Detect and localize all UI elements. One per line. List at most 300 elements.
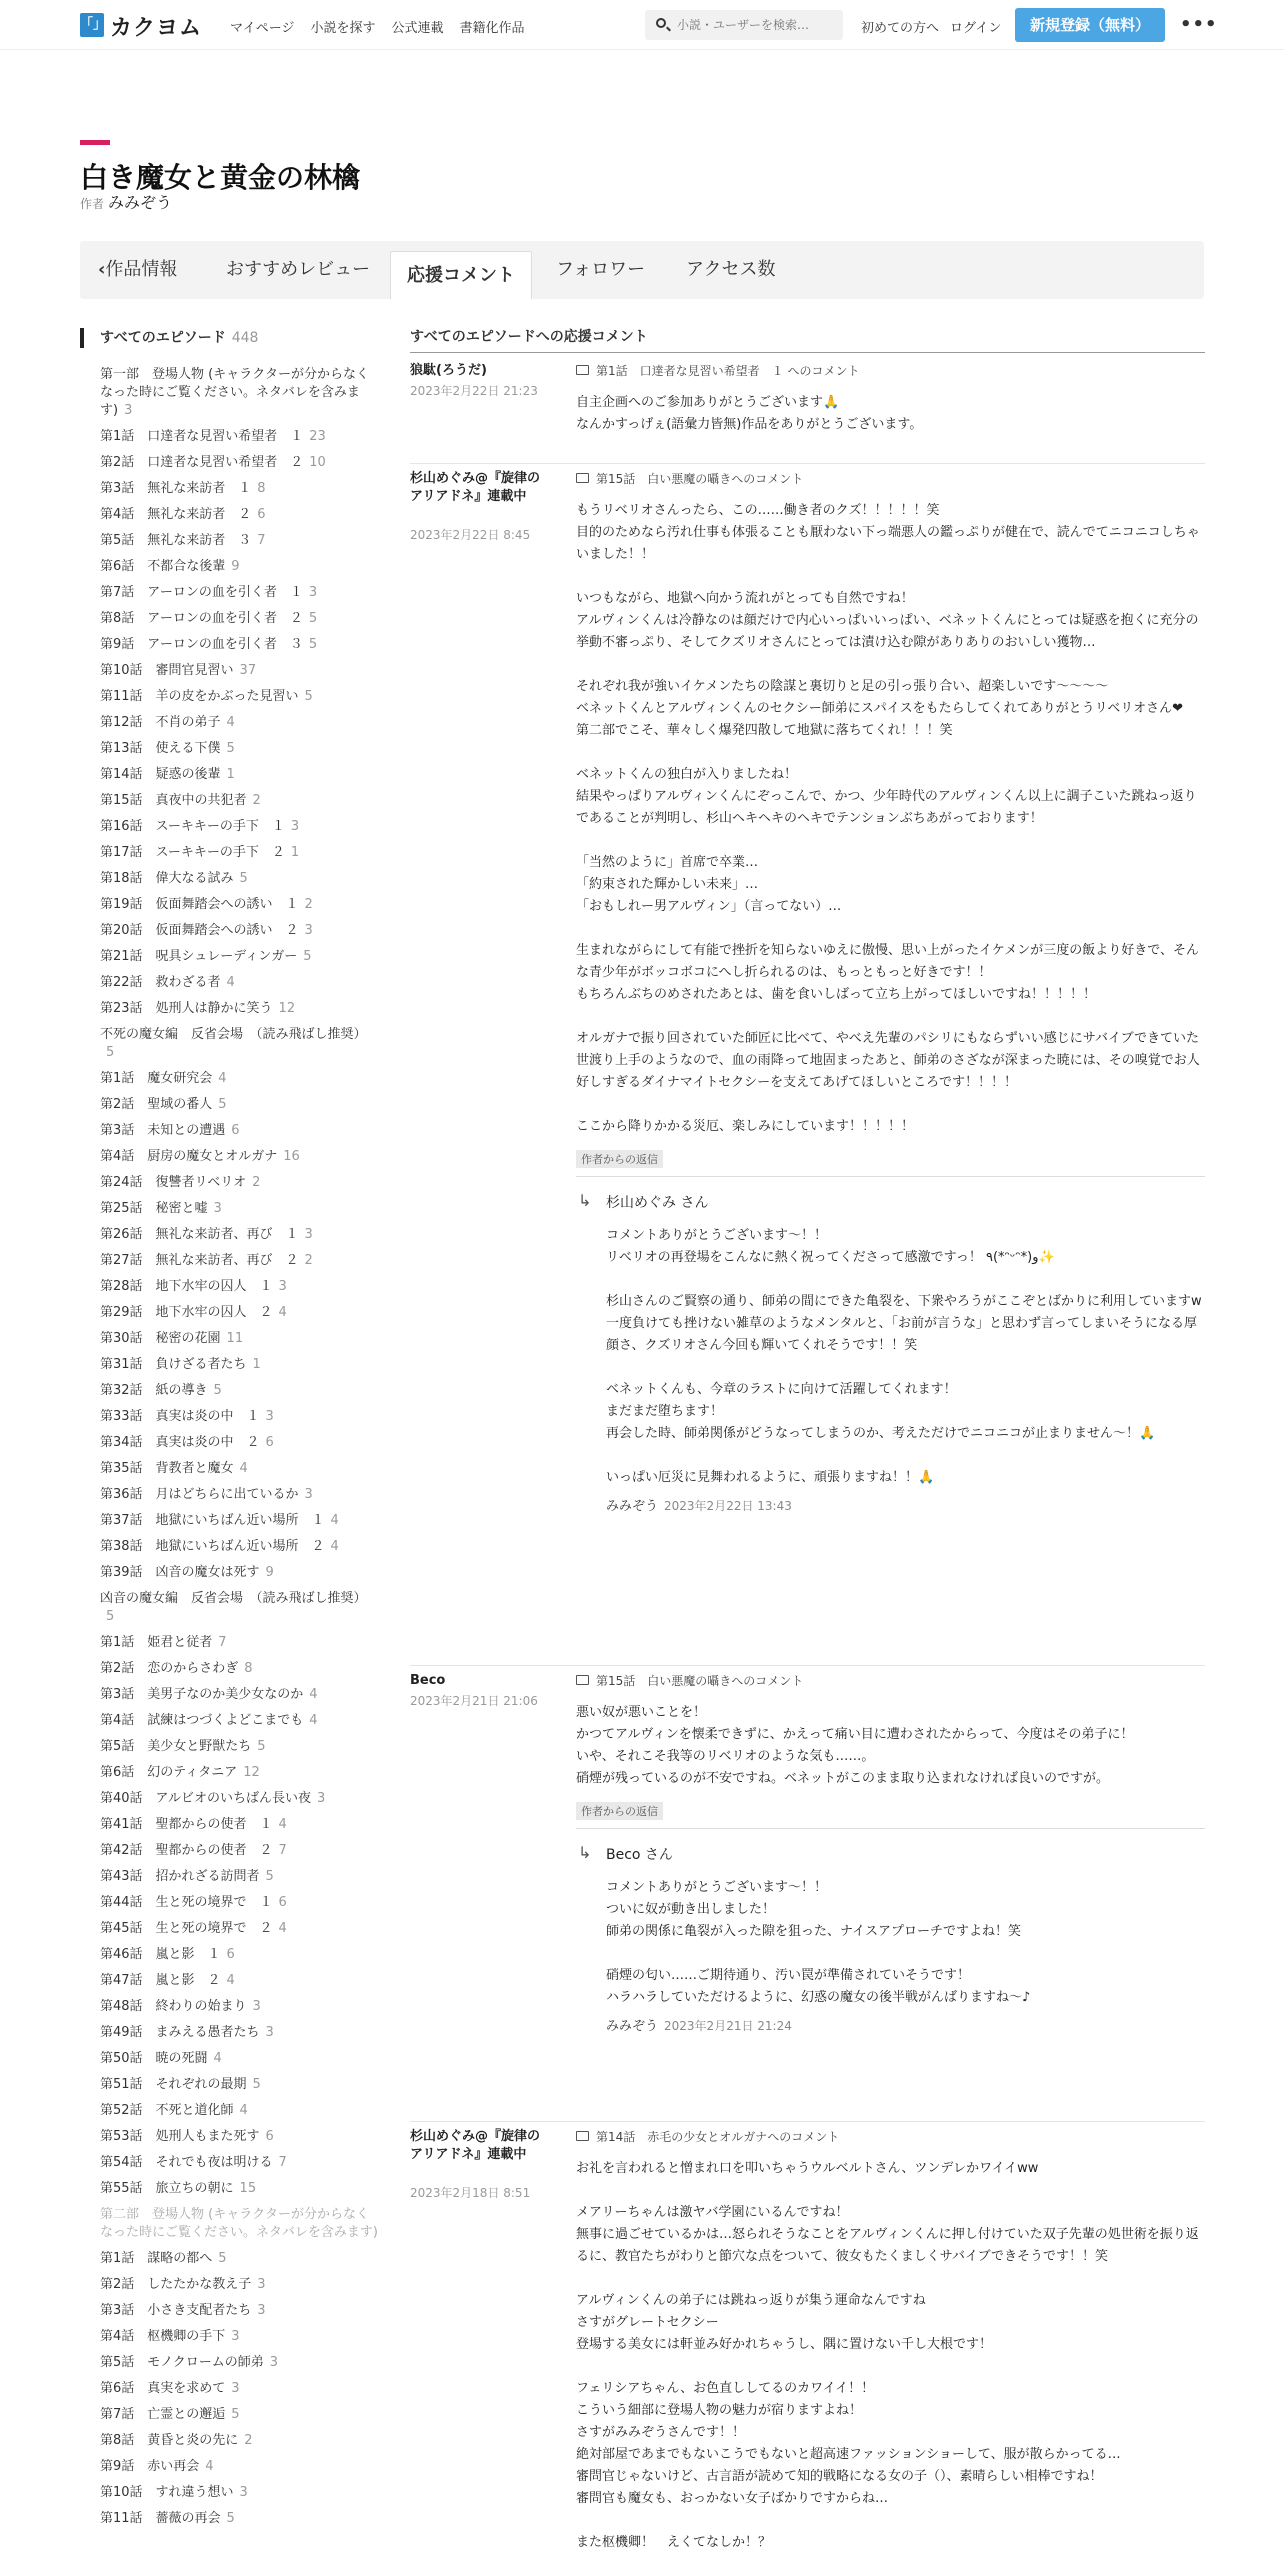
episode-item[interactable] bbox=[100, 1330, 380, 1348]
comment-item bbox=[410, 1672, 1205, 2122]
episode-item[interactable] bbox=[100, 2328, 380, 2346]
episode-comment-count: 4 bbox=[226, 715, 235, 730]
comment-icon bbox=[576, 1675, 589, 1685]
episode-title: 第4話 試練はつづくよどこまでも bbox=[100, 1713, 304, 1728]
episode-item[interactable] bbox=[100, 2484, 380, 2502]
episode-title: 第54話 それでも夜は明ける bbox=[100, 2155, 273, 2170]
episode-title: 第5話 美少女と野獣たち bbox=[100, 1739, 252, 1754]
episode-title: 第3話 未知との遭遇 bbox=[100, 1123, 226, 1138]
episode-item[interactable] bbox=[100, 1460, 380, 1478]
episode-title: 第5話 モノクロームの師弟 bbox=[100, 2355, 264, 2370]
episode-comment-count: 3 bbox=[124, 403, 133, 418]
episode-comment-count: 4 bbox=[205, 2459, 214, 2474]
episode-title: 第4話 無礼な来訪者 ２ bbox=[100, 507, 252, 522]
commenter-name[interactable]: Beco bbox=[410, 1673, 446, 1688]
episode-item[interactable] bbox=[100, 1946, 380, 1964]
episode-item[interactable] bbox=[100, 1764, 380, 1782]
episode-title: 第3話 美男子なのか美少女なのか bbox=[100, 1687, 304, 1702]
episode-item[interactable] bbox=[100, 1408, 380, 1426]
episode-comment-count: 3 bbox=[304, 1487, 313, 1502]
reply-text: コメントありがとうございます～！！ リベリオの再登場をこんなに熱く祝ってくださって感激ですっ！ ٩(*ᵔᵕᵔ*)و✨ 杉山さんのご賢察の通り、師弟の間にできた亀裂を、下衆やろうがここぞとばかりに利用していますw 一度負けても挫けない雑草のようなメンタルと、「お前が言うな」と思わず言ってしまいそうになる厚顔さ、クズリオさん今回も輝いてくれそうです！！笑 ベネットくんも、今章のラストに向けて活躍してくれます！ まだまだ堕ちます！ 再会した時、師弟関係がどうなってしまうのか、考えただけでニコニコが止まりません～！🙏 いっぱい厄災に見舞われるように、頑張りますね！！🙏 bbox=[606, 1228, 1202, 1485]
site-logo[interactable]: カクヨム bbox=[110, 16, 203, 41]
comment-text: もうリベリオさんったら、この……働き者のクズ！！！！！笑 目的のためなら汚れ仕事も体張ることも厭わない下っ端悪人の鑑っぷりが健在で、読んでてニコニコしちゃいました！！ いつもながら、地獄へ向かう流れがとっても自然ですね！ アルヴィンくんは冷静なのは顔だけで内心いっぱいいっぱい、ベネットくんにとっては疑惑を抱くに充分の挙動不審っぷり、そしてクズリオさんにとっては漬け込む隙がありありのおいしい獲物… それぞれ我が強いイケメンたちの陰謀と裏切りと足の引っ張り合い、超楽しいです～～～～ ベネットくんとアルヴィンくんのセクシー師弟にスパイスをもたらしてくれてありがとうリベリオさん❤ 第二部でこそ、華々しく爆発四散して地獄に落ちてくれ！！！笑 ベネットくんの独白が入りましたね！ 結果やっぱりアルヴィンくんにぞっこんで、かつ、少年時代のアルヴィンくん以上に調子こいた跳ねっ返りであることが判明し、杉山ヘキヘキのヘキでテンションぶちあがっております！ 「当然のように」首席で卒業… 「約束された輝かしい未来」… 「おもしれー男アルヴィン」（言ってない）… 生まれながらにして有能で挫折を知らないゆえに傲慢、思い上がったイケメンが三度の飯より好きで、そんな青少年がボッコボコにへし折られるのは、もっともっと好きです！！ もちろんぶちのめされたあとは、歯を食いしばって立ち上がってほしいですね！！！！！ オルガナで振り回されていた師匠に比べて、やべえ先輩のパシリにもならずいい感じにサバイブできていた世渡り上手のようなので、血の雨降って地固まったあと、師弟のさざなが深まった暁には、その嗅覚でお人好しすぎるダイナマイトセクシーを支えてあげてほしいところです！！！！ ここから降りかかる災厄、楽しみにしています！！！！！ bbox=[576, 503, 1200, 1134]
episode-comment-count: 3 bbox=[231, 2329, 240, 2344]
episode-comment-count: 3 bbox=[304, 923, 313, 938]
episode-item[interactable] bbox=[100, 2050, 380, 2068]
episode-comment-count: 9 bbox=[265, 1565, 274, 1580]
episode-item[interactable] bbox=[100, 1200, 380, 1218]
episode-comment-count: 4 bbox=[226, 1973, 235, 1988]
episode-item[interactable] bbox=[100, 792, 380, 810]
episode-title: 第9話 赤い再会 bbox=[100, 2459, 200, 2474]
nav-mypage[interactable]: マイページ bbox=[230, 21, 295, 36]
comment-text: 自主企画へのご参加ありがとうございます🙏 なんかすっげぇ(語彙力皆無)作品をありがとうございます。 bbox=[576, 395, 923, 432]
episode-comment-count: 6 bbox=[265, 2129, 274, 2144]
episode-title: 第49話 まみえる愚者たち bbox=[100, 2025, 260, 2040]
episode-title: 第43話 招かれざる訪問者 bbox=[100, 1869, 260, 1884]
episode-title: 第3話 無礼な来訪者 １ bbox=[100, 481, 252, 496]
episode-item[interactable] bbox=[100, 1564, 380, 1582]
episode-comment-count: 6 bbox=[257, 507, 266, 522]
comment-body bbox=[576, 362, 1205, 436]
first-time-link[interactable]: 初めての方へ bbox=[861, 21, 940, 36]
nav-official-serials[interactable]: 公式連載 bbox=[391, 21, 444, 36]
episode-item[interactable] bbox=[100, 506, 380, 524]
episode-item[interactable] bbox=[100, 1174, 380, 1192]
episode-comment-count: 3 bbox=[231, 2381, 240, 2396]
episode-comment-count: 3 bbox=[308, 585, 318, 600]
episode-comment-count: 5 bbox=[257, 1739, 266, 1754]
tab-access[interactable]: アクセス数 bbox=[686, 259, 776, 280]
episode-item[interactable] bbox=[100, 532, 380, 550]
episode-title: 第38話 地獄にいちばん近い場所 ２ bbox=[100, 1539, 325, 1554]
episode-title: 第16話 スーキキーの手下 １ bbox=[100, 819, 285, 834]
episode-item[interactable] bbox=[100, 2458, 380, 2476]
search-box bbox=[645, 10, 843, 40]
episode-title: 第45話 生と死の境界で ２ bbox=[100, 1921, 273, 1936]
episode-item[interactable] bbox=[100, 428, 380, 446]
episode-comment-count: 4 bbox=[226, 975, 235, 990]
reply-recipient bbox=[576, 1845, 1205, 1865]
episode-title: 第34話 真実は炎の中 ２ bbox=[100, 1435, 260, 1450]
commenter-name[interactable]: 杉山めぐみ@『旋律のアリアドネ』連載中 bbox=[410, 471, 541, 504]
comment-body bbox=[576, 2128, 1205, 2554]
episode-item[interactable] bbox=[100, 1000, 380, 1018]
episode-comment-count: 5 bbox=[218, 2251, 227, 2266]
logo-mark[interactable]: 「」 bbox=[80, 13, 104, 37]
episode-item[interactable] bbox=[100, 1738, 380, 1756]
episode-item[interactable] bbox=[100, 1686, 380, 1704]
episode-comment-count: 3 bbox=[290, 819, 300, 834]
episode-title: 第7話 アーロンの血を引く者 １ bbox=[100, 585, 303, 600]
episode-title: 第1話 謀略の都へ bbox=[100, 2251, 213, 2266]
episode-comment-count: 9 bbox=[231, 559, 240, 574]
tab-work-info[interactable] bbox=[98, 241, 177, 299]
episode-title: 第8話 アーロンの血を引く者 ２ bbox=[100, 611, 303, 626]
episode-item[interactable] bbox=[100, 2102, 380, 2120]
episode-title: 第12話 不肖の弟子 bbox=[100, 715, 221, 730]
episode-item[interactable] bbox=[100, 662, 380, 680]
episode-comment-count: 12 bbox=[278, 1001, 296, 1016]
episode-title: 第28話 地下水牢の囚人 １ bbox=[100, 1279, 273, 1294]
all-episodes-link[interactable] bbox=[80, 328, 258, 348]
episode-comment-count: 4 bbox=[309, 1687, 318, 1702]
episode-comment-count: 37 bbox=[239, 663, 257, 678]
global-nav bbox=[230, 17, 525, 36]
episode-item[interactable] bbox=[100, 2354, 380, 2372]
reply-divider bbox=[576, 1828, 1205, 1829]
episode-title: 第9話 アーロンの血を引く者 ３ bbox=[100, 637, 303, 652]
episode-title: 第52話 不死と道化師 bbox=[100, 2103, 234, 2118]
episode-comment-count: 4 bbox=[330, 1539, 339, 1554]
more-menu-icon[interactable]: ••• bbox=[1180, 14, 1218, 35]
comment-episode-label: 第14話 赤毛の少女とオルガナへのコメント bbox=[596, 2130, 840, 2144]
reply-recipient bbox=[576, 1193, 1205, 1213]
episode-comment-count: 3 bbox=[304, 1227, 313, 1242]
episode-item[interactable] bbox=[100, 1122, 380, 1140]
episode-comment-count: 5 bbox=[106, 1045, 115, 1060]
episode-item[interactable] bbox=[100, 1226, 380, 1244]
episode-item[interactable] bbox=[100, 2276, 380, 2294]
comment-episode-label: 第15話 白い悪魔の囁きへのコメント bbox=[596, 1674, 804, 1688]
comments-heading: すべてのエピソードへの応援コメント bbox=[410, 326, 1205, 353]
comment-icon bbox=[576, 2131, 589, 2141]
episode-comment-count: 6 bbox=[226, 1947, 235, 1962]
all-episodes-label: すべてのエピソード bbox=[100, 330, 226, 346]
episode-item[interactable] bbox=[100, 1842, 380, 1860]
episode-title: 第22話 救わざる者 bbox=[100, 975, 221, 990]
episode-comment-count: 3 bbox=[239, 2485, 248, 2500]
episode-comment-count: 5 bbox=[226, 2511, 235, 2526]
episode-item[interactable] bbox=[100, 366, 380, 420]
episode-item[interactable] bbox=[100, 1382, 380, 1400]
episode-item[interactable] bbox=[100, 1998, 380, 2016]
episode-item[interactable] bbox=[100, 714, 380, 732]
reply-to-name: Beco さん bbox=[606, 1847, 673, 1863]
episode-comment-count: 5 bbox=[303, 949, 312, 964]
episode-item[interactable] bbox=[100, 1538, 380, 1556]
episode-title: 第29話 地下水牢の囚人 ２ bbox=[100, 1305, 273, 1320]
episode-item[interactable] bbox=[100, 2180, 380, 2198]
episode-comment-count: 4 bbox=[213, 2051, 222, 2066]
episode-title: 第6話 真実を求めて bbox=[100, 2381, 226, 2396]
episode-comment-count: 7 bbox=[278, 1843, 287, 1858]
episode-item[interactable] bbox=[100, 1070, 380, 1088]
episode-item[interactable] bbox=[100, 766, 380, 784]
episode-comment-count: 3 bbox=[213, 1201, 222, 1216]
episode-title: 第4話 厨房の魔女とオルガナ bbox=[100, 1149, 278, 1164]
episode-item[interactable] bbox=[100, 2024, 380, 2042]
episode-title: 第1話 姫君と従者 bbox=[100, 1635, 213, 1650]
episode-title: 第21話 呪具シュレーディンガー bbox=[100, 949, 298, 964]
episode-comment-count: 3 bbox=[252, 1999, 261, 2014]
episode-title: 第10話 審問官見習い bbox=[100, 663, 234, 678]
episode-title: 第4話 枢機卿の手下 bbox=[100, 2329, 226, 2344]
comment-text: 悪い奴が悪いことを！ かつてアルヴィンを懐柔できずに、かえって痛い目に遭わされたからって、今度はその弟子に！ いや、それこそ我等のリベリオのような気も……。 硝煙が残っているのが不安ですね。ベネットがこのまま取り込まれなければ良いのですが。 bbox=[576, 1705, 1134, 1786]
reply-to-name: 杉山めぐみ さん bbox=[606, 1195, 709, 1211]
comment-date: 2023年2月21日 21:06 bbox=[410, 1694, 538, 1708]
episode-title: 第41話 聖都からの使者 １ bbox=[100, 1817, 273, 1832]
episode-item[interactable] bbox=[100, 1590, 380, 1626]
episode-title: 第14話 疑惑の後輩 bbox=[100, 767, 221, 782]
episode-title: 第19話 仮面舞踏会への誘い １ bbox=[100, 897, 299, 912]
site-header bbox=[0, 0, 1284, 50]
episode-item[interactable] bbox=[100, 610, 380, 628]
author-name[interactable]: みみぞう bbox=[108, 193, 173, 212]
comment-body bbox=[576, 1672, 1205, 2034]
nav-published-works[interactable]: 書籍化作品 bbox=[459, 21, 525, 36]
episode-comment-count: 4 bbox=[330, 1513, 339, 1528]
comment-item bbox=[410, 2128, 1205, 2568]
comment-episode-link[interactable] bbox=[576, 362, 1205, 380]
commenter-name[interactable]: 狼駄(ろうだ) bbox=[410, 363, 487, 378]
episode-title: 第11話 羊の皮をかぶった見習い bbox=[100, 689, 299, 704]
episode-comment-count: 5 bbox=[252, 2077, 261, 2092]
episode-comment-count: 5 bbox=[308, 637, 318, 652]
episode-comment-count: 5 bbox=[226, 741, 235, 756]
episode-item[interactable] bbox=[100, 1278, 380, 1296]
all-episodes-count: 448 bbox=[231, 330, 259, 346]
episode-title: 第24話 復讐者リベリオ bbox=[100, 1175, 247, 1190]
episode-item[interactable] bbox=[100, 2380, 380, 2398]
episode-item[interactable] bbox=[100, 636, 380, 654]
episode-title: 第36話 月はどちらに出ているか bbox=[100, 1487, 299, 1502]
episode-item[interactable] bbox=[100, 2510, 380, 2528]
episode-item[interactable] bbox=[100, 1356, 380, 1374]
episode-title: 第33話 真実は炎の中 １ bbox=[100, 1409, 260, 1424]
episode-comment-count: 11 bbox=[226, 1331, 244, 1346]
episode-item[interactable] bbox=[100, 1634, 380, 1652]
episode-title: 第1話 口達者な見習い希望者 １ bbox=[100, 429, 304, 444]
episode-title: 第11話 薔薇の再会 bbox=[100, 2511, 221, 2526]
comment-date: 2023年2月22日 21:23 bbox=[410, 384, 538, 398]
reply-arrow-icon: ↳ bbox=[578, 1191, 592, 1210]
episode-item[interactable] bbox=[100, 2206, 380, 2242]
episode-title: 第18話 偉大なる試み bbox=[100, 871, 234, 886]
episode-comment-count: 3 bbox=[257, 2303, 266, 2318]
reply-signature bbox=[576, 1495, 1205, 1514]
episode-title: 第一部 登場人物 (キャラクターが分からなくなった時にご覧ください。ネタバレを含みます) bbox=[100, 367, 369, 418]
author-label: 作者 bbox=[80, 197, 105, 211]
episode-item[interactable] bbox=[100, 2076, 380, 2094]
episode-item[interactable] bbox=[100, 1894, 380, 1912]
comment-episode-label: 第15話 白い悪魔の囁きへのコメント bbox=[596, 472, 804, 486]
work-title[interactable]: 白き魔女と黄金の林檎 bbox=[80, 161, 361, 194]
episode-title: 第31話 負けざる者たち bbox=[100, 1357, 247, 1372]
reply-date: 2023年2月22日 13:43 bbox=[664, 1499, 792, 1513]
author-reply-badge: 作者からの返信 bbox=[576, 1150, 663, 1168]
episode-title: 第35話 背教者と魔女 bbox=[100, 1461, 234, 1476]
search-icon[interactable] bbox=[656, 18, 666, 28]
episode-comment-count: 1 bbox=[252, 1357, 261, 1372]
episode-item[interactable] bbox=[100, 1434, 380, 1452]
episode-comment-count: 2 bbox=[244, 2433, 253, 2448]
episode-comment-count: 5 bbox=[239, 871, 248, 886]
episode-comment-count: 3 bbox=[265, 1409, 274, 1424]
episode-title: 第50話 暁の死闘 bbox=[100, 2051, 208, 2066]
episode-title: 第3話 小さき支配者たち bbox=[100, 2303, 252, 2318]
chevron-left-icon: ‹ bbox=[98, 259, 106, 280]
episode-comment-count: 5 bbox=[213, 1383, 222, 1398]
episode-item[interactable] bbox=[100, 1252, 380, 1270]
episode-comment-count: 7 bbox=[257, 533, 266, 548]
episode-title: 第7話 亡霊との邂逅 bbox=[100, 2407, 226, 2422]
episode-item[interactable] bbox=[100, 1660, 380, 1678]
comment-episode-link[interactable] bbox=[576, 470, 1205, 488]
reply-signature bbox=[576, 2015, 1205, 2034]
commenter-name[interactable]: 杉山めぐみ@『旋律のアリアドネ』連載中 bbox=[410, 2129, 541, 2162]
episode-item[interactable] bbox=[100, 1712, 380, 1730]
episode-item[interactable] bbox=[100, 1026, 380, 1062]
reply-author[interactable]: みみぞう bbox=[606, 2019, 659, 2034]
episode-title: 第47話 嵐と影 ２ bbox=[100, 1973, 221, 1988]
episode-comment-count: 2 bbox=[304, 1253, 313, 1268]
episode-item[interactable] bbox=[100, 2432, 380, 2450]
episode-comment-count: 1 bbox=[226, 767, 235, 782]
episode-item[interactable] bbox=[100, 454, 380, 472]
episode-title: 第48話 終わりの始まり bbox=[100, 1999, 247, 2014]
episode-item[interactable] bbox=[100, 1486, 380, 1504]
episode-title: 第25話 秘密と嘘 bbox=[100, 1201, 208, 1216]
reply-arrow-icon: ↳ bbox=[578, 1843, 592, 1862]
episode-title: 不死の魔女編 反省会場 （読み飛ばし推奨） bbox=[100, 1027, 367, 1042]
author-row bbox=[80, 190, 172, 213]
episode-title: 第二部 登場人物 (キャラクターが分からなくなった時にご覧ください。ネタバレを含みます) bbox=[100, 2207, 378, 2240]
work-tabs bbox=[80, 241, 1204, 299]
comment-episode-link[interactable] bbox=[576, 2128, 1205, 2146]
episode-item[interactable] bbox=[100, 896, 380, 914]
reply-divider bbox=[576, 1176, 1205, 1177]
episode-item[interactable] bbox=[100, 1512, 380, 1530]
episode-title: 第27話 無礼な来訪者、再び ２ bbox=[100, 1253, 299, 1268]
episode-comment-count: 5 bbox=[265, 1869, 274, 1884]
episode-comment-count: 3 bbox=[265, 2025, 274, 2040]
nav-search-novels[interactable]: 小説を探す bbox=[310, 21, 376, 36]
episode-title: 第2話 口達者な見習い希望者 ２ bbox=[100, 455, 304, 470]
episode-title: 第40話 アルビオのいちばん長い夜 bbox=[100, 1791, 312, 1806]
episode-comment-count: 2 bbox=[252, 793, 261, 808]
episode-item[interactable] bbox=[100, 1920, 380, 1938]
episode-comment-count: 7 bbox=[218, 1635, 227, 1650]
comment-episode-label: 第1話 口達者な見習い希望者 １ へのコメント bbox=[596, 364, 860, 378]
episode-title: 第51話 それぞれの最期 bbox=[100, 2077, 247, 2092]
episode-item[interactable] bbox=[100, 1816, 380, 1834]
episode-title: 第55話 旅立ちの朝に bbox=[100, 2181, 234, 2196]
episode-comment-count: 6 bbox=[265, 1435, 274, 1450]
comment-icon bbox=[576, 365, 589, 375]
episode-item[interactable] bbox=[100, 1868, 380, 1886]
episode-item[interactable] bbox=[100, 584, 380, 602]
episode-title: 第13話 使える下僕 bbox=[100, 741, 221, 756]
tab-comments[interactable]: 応援コメント bbox=[390, 251, 532, 299]
episode-item[interactable] bbox=[100, 2154, 380, 2172]
episode-item[interactable] bbox=[100, 688, 380, 706]
comment-icon bbox=[576, 473, 589, 483]
episode-comment-count: 5 bbox=[308, 611, 318, 626]
episode-item[interactable] bbox=[100, 844, 380, 862]
signup-button[interactable]: 新規登録（無料） bbox=[1015, 8, 1165, 42]
episode-comment-count: 6 bbox=[278, 1895, 287, 1910]
episode-title: 第37話 地獄にいちばん近い場所 １ bbox=[100, 1513, 325, 1528]
tab-label: 作品情報 bbox=[105, 259, 178, 280]
episode-title: 第2話 恋のからさわぎ bbox=[100, 1661, 239, 1676]
episode-title: 第44話 生と死の境界で １ bbox=[100, 1895, 273, 1910]
reply-date: 2023年2月21日 21:24 bbox=[664, 2019, 792, 2033]
tab-followers[interactable]: フォロワー bbox=[556, 259, 646, 280]
episode-comment-count: 3 bbox=[257, 2277, 266, 2292]
comment-text: お礼を言われると憎まれ口を叩いちゃうウルベルトさん、ツンデレかワイイww メアリーちゃんは激ヤバ学園にいるんですね！ 無事に過ごせているかは…怒られそうなことをアルヴィンくんに押し付けていた双子先輩の処世術を振り返るに、教官たちがわりと節穴な点をついて、彼女もたくましくサバイブできそうです！！笑 アルヴィンくんの弟子には跳ねっ返りが集う運命なんですね さすがグレートセクシー 登場する美女には軒並み好かれちゃうし、隅に置けない千し大根です！ フェリシアちゃん、お色直ししてるのカワイイ！！ こういう細部に登場人物の魅力が宿りますよね！ さすがみみぞうさんです！！ 絶対部屋であまでもないこうでもないと超高速ファッションショーして、服が散らかってる… 審問官じゃないけど、古言語が読めて知的戦略になる女の子（）、素晴らしい相棒ですね！ 審問官も魔女も、おっかない女子ばかりですからね… また枢機卿！ えくてなしか！？ bbox=[576, 2161, 1199, 2550]
comment-item bbox=[410, 470, 1205, 1666]
episode-title: 第30話 秘密の花園 bbox=[100, 1331, 221, 1346]
episode-comment-count: 5 bbox=[304, 689, 313, 704]
episode-comment-count: 10 bbox=[309, 455, 326, 470]
author-reply-badge: 作者からの返信 bbox=[576, 1802, 663, 1820]
comment-date: 2023年2月18日 8:51 bbox=[410, 2186, 531, 2200]
episode-comment-count: 8 bbox=[244, 1661, 253, 1676]
episode-item[interactable] bbox=[100, 948, 380, 966]
episode-comment-count: 2 bbox=[252, 1175, 261, 1190]
episode-comment-count: 12 bbox=[243, 1765, 260, 1780]
episode-item[interactable] bbox=[100, 1790, 380, 1808]
episode-title: 第6話 不都合な後輩 bbox=[100, 559, 226, 574]
episode-comment-count: 4 bbox=[278, 1305, 287, 1320]
episode-item[interactable] bbox=[100, 740, 380, 758]
episode-comment-count: 4 bbox=[278, 1921, 287, 1936]
episode-item[interactable] bbox=[100, 2128, 380, 2146]
episode-comment-count: 4 bbox=[309, 1713, 318, 1728]
episode-item[interactable] bbox=[100, 1148, 380, 1166]
episode-item[interactable] bbox=[100, 818, 380, 836]
episode-item[interactable] bbox=[100, 558, 380, 576]
episode-item[interactable] bbox=[100, 870, 380, 888]
episode-item[interactable] bbox=[100, 974, 380, 992]
episode-item[interactable] bbox=[100, 480, 380, 498]
episode-title: 第15話 真夜中の共犯者 bbox=[100, 793, 247, 808]
episode-comment-count: 23 bbox=[309, 429, 326, 444]
episode-comment-count: 5 bbox=[231, 2407, 240, 2422]
episode-comment-count: 15 bbox=[239, 2181, 257, 2196]
episode-comment-count: 5 bbox=[106, 1609, 115, 1624]
episode-title: 第8話 黄昏と炎の先に bbox=[100, 2433, 239, 2448]
episode-title: 第46話 嵐と影 １ bbox=[100, 1947, 221, 1962]
comment-body bbox=[576, 470, 1205, 1514]
tab-reviews[interactable]: おすすめレビュー bbox=[226, 259, 371, 280]
episode-comment-count: 16 bbox=[283, 1149, 300, 1164]
episode-item[interactable] bbox=[100, 1096, 380, 1114]
episode-comment-count: 4 bbox=[278, 1817, 287, 1832]
search-input[interactable] bbox=[677, 15, 837, 35]
episode-title: 第10話 すれ違う想い bbox=[100, 2485, 234, 2500]
episode-comment-count: 4 bbox=[239, 1461, 248, 1476]
episode-item[interactable] bbox=[100, 1304, 380, 1322]
episode-title: 第6話 幻のティタニア bbox=[100, 1765, 238, 1780]
episode-title: 第20話 仮面舞踏会への誘い ２ bbox=[100, 923, 299, 938]
episode-item[interactable] bbox=[100, 2302, 380, 2320]
episode-title: 第53話 処刑人もまた死す bbox=[100, 2129, 260, 2144]
episode-comment-count: 7 bbox=[278, 2155, 287, 2170]
login-link[interactable]: ログイン bbox=[950, 21, 1002, 36]
episode-title: 第42話 聖都からの使者 ２ bbox=[100, 1843, 273, 1858]
comment-episode-link[interactable] bbox=[576, 1672, 1205, 1690]
episode-comment-count: 8 bbox=[257, 481, 266, 496]
episode-comment-count: 2 bbox=[304, 897, 313, 912]
episode-item[interactable] bbox=[100, 2250, 380, 2268]
episode-item[interactable] bbox=[100, 922, 380, 940]
reply-author[interactable]: みみぞう bbox=[606, 1499, 659, 1514]
episode-item[interactable] bbox=[100, 1972, 380, 1990]
episode-item[interactable] bbox=[100, 2406, 380, 2424]
episode-title: 第39話 凶音の魔女は死す bbox=[100, 1565, 260, 1580]
